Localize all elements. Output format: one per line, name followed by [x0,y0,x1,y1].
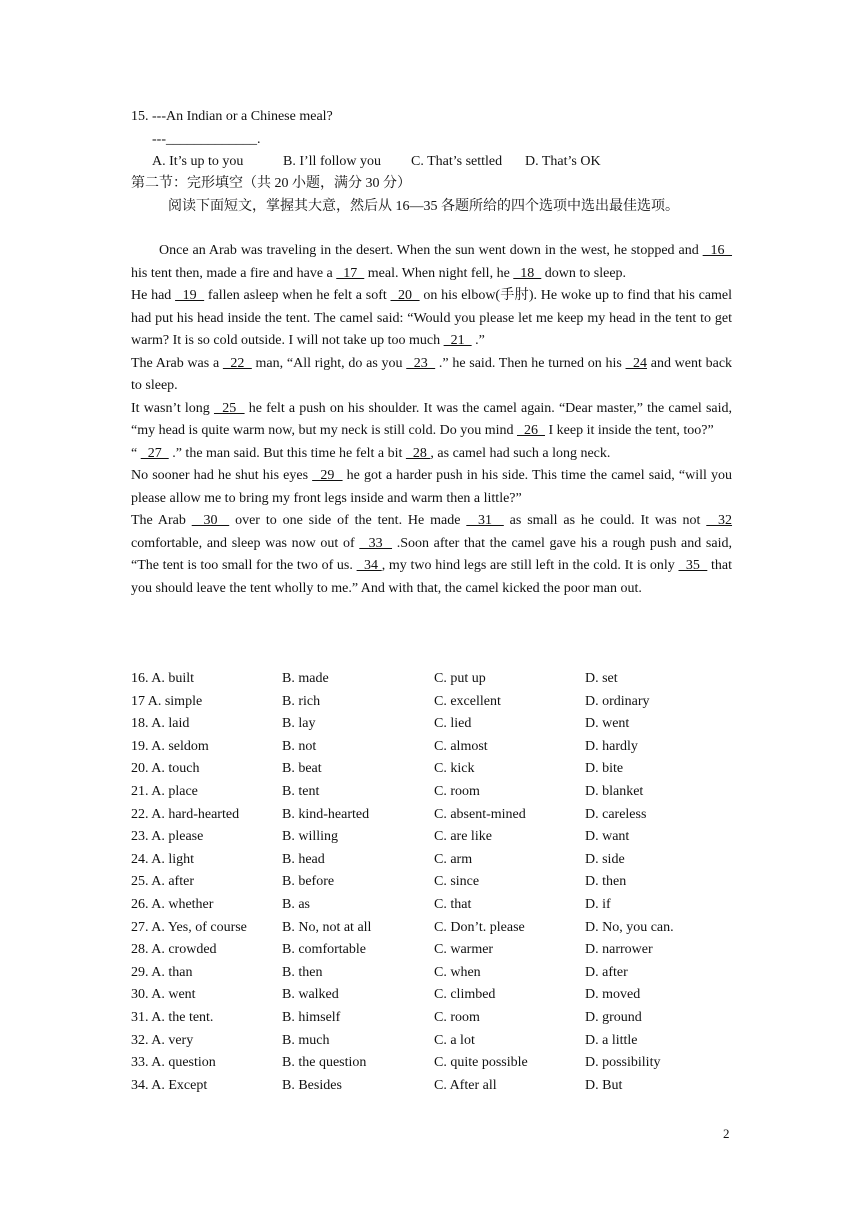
passage-text: .Soon after that the camel gave his a rough push and said, “The tent is too small for the two of us. [131,535,732,573]
section-title: 第二节：完形填空（共 20 小题，满分 30 分） [131,176,411,191]
answer-option: B. No, not at all [282,919,372,935]
answer-option: C. room [434,783,480,799]
answer-option: C. since [434,874,480,890]
passage-paragraph [131,465,732,510]
answer-option: B. the question [282,1055,367,1071]
answer-option: D. after [585,964,628,980]
blank-number: 34 [356,558,382,573]
answer-option: C. lied [434,716,472,732]
answer-option: D. No, you can. [585,919,674,935]
answer-row [131,849,741,872]
passage-text: and went back to sleep. [131,355,733,393]
passage-text: he felt a push on his shoulder. It was the camel again. “Dear master,” the camel said, “my head is quite warm now, but my neck is still cold. Do you mind [131,400,733,438]
answer-option: D. But [585,1077,623,1093]
answer-option: B. tent [282,783,320,799]
passage-text: on his elbow(手肘). He woke up to find that his camel had put his head inside the tent. The camel said: “Would you please let me keep my head in the tent to get warm? It is so cold outside. I will not take up too much [131,288,733,348]
answer-option: B. Besides [282,1077,342,1093]
answer-row [131,984,741,1007]
blank-number: 28 [405,445,431,461]
answer-option: B. himself [282,1009,341,1025]
answer-row [131,871,741,894]
answer-row [131,826,741,849]
answer-row [131,758,741,781]
answer-row [131,894,741,917]
answer-row [131,691,741,714]
answer-option: D. bite [585,761,624,777]
answer-option: B. beat [282,761,322,777]
blank-number: 21 [443,333,472,348]
passage-text: meal. When night fell, he [364,265,514,281]
answer-option: B. kind-hearted [282,806,370,822]
passage-text: It wasn’t long [131,400,214,416]
blank-number: 25 [213,400,245,416]
answer-row [131,1052,741,1075]
blank-number: 30 [191,513,230,528]
passage-text: I keep it inside the tent, too?” [544,423,714,438]
answer-option: D. then [585,874,627,890]
blank-number: 20 [390,288,420,303]
passage-text: .” [471,333,485,348]
answer-option: 26. A. whether [131,896,214,912]
blank-number: 17 [336,265,365,281]
answer-row [131,917,741,940]
answer-option: D. went [585,716,630,732]
answer-option: D. a little [585,1032,638,1048]
answer-option: C. excellent [434,693,501,709]
answer-row [131,736,741,759]
blank-number: 26 [516,423,545,438]
answer-option: 18. A. laid [131,716,190,732]
answer-option: C. absent-mined [434,806,526,822]
answer-row [131,668,741,691]
passage-paragraph [131,285,732,353]
answer-option: 27. A. Yes, of course [131,919,247,935]
answer-option: D. hardly [585,738,638,754]
answer-option: C. almost [434,738,488,754]
answer-option: C. warmer [434,942,494,958]
answer-option: 33. A. question [131,1055,216,1071]
passage-text: comfortable, and sleep was now out of [131,535,360,551]
answer-option: C. when [434,964,481,980]
answer-option: B. then [282,964,323,980]
blank-number: 23 [406,355,436,371]
passage-text: “ [131,445,141,461]
blank-number: 29 [312,468,343,483]
passage-paragraph [131,353,732,398]
answer-option: D. blanket [585,783,644,799]
answer-option: B. as [282,896,310,912]
cloze-passage [131,240,732,600]
passage-text: , my two hind legs are still left in the cold. It is only [381,558,679,573]
answer-option: D. careless [585,806,647,822]
blank-number: 19 [175,288,205,303]
answer-option: C. quite possible [434,1055,528,1071]
passage-text: his tent then, made a fire and have a [131,265,337,281]
answer-option: B. much [282,1032,330,1048]
answer-option: 23. A. please [131,829,204,845]
passage-text: man, “All right, do as you [251,355,407,371]
passage-text: The Arab was a [131,355,223,371]
passage-text: , as camel had such a long neck. [430,445,611,461]
passage-text: fallen asleep when he felt a soft [204,288,391,303]
passage-paragraph [131,510,732,600]
answer-row [131,713,741,736]
answer-row [131,939,741,962]
answer-row [131,1075,741,1098]
blank-number: 35 [678,558,708,573]
passage-text: He had [131,288,176,303]
blank-number: 24 [625,355,647,371]
passage-paragraph [131,443,732,466]
answer-option: B. rich [282,693,321,709]
answer-option: B. not [282,738,317,754]
question-15 [131,106,741,174]
answer-option: 24. A. light [131,851,195,867]
answer-option: B. head [282,851,325,867]
answer-option: B. willing [282,829,339,845]
answer-option: D. moved [585,987,641,1003]
passage-text: he got a harder push in his side. This time the camel said, “will you please allow me to bring my front legs inside and warm then a little?” [131,468,732,506]
option-a: A. It’s up to you [152,154,244,169]
blank-number: 27 [140,445,169,461]
answer-option: D. possibility [585,1055,661,1071]
passage-text: as small as he could. It was not [503,513,707,528]
answer-options-table [131,668,741,1097]
blank-number: 33 [359,535,393,551]
answer-option: C. put up [434,671,486,686]
option-b: B. I’ll follow you [283,154,381,169]
answer-option: D. want [585,829,630,845]
section-instruction: 阅读下面短文，掌握其大意，然后从 16—35 各题所给的四个选项中选出最佳选项。 [168,199,679,214]
answer-option: C. are like [434,829,492,845]
answer-row [131,962,741,985]
answer-option: 17 A. simple [131,693,203,709]
blank-number: 18 [513,265,542,281]
answer-option: B. lay [282,716,316,732]
answer-row [131,781,741,804]
passage-text: The Arab [131,513,192,528]
passage-paragraph [131,240,732,285]
page-number: 2 [723,1126,730,1141]
answer-row [131,1007,741,1030]
answer-row [131,804,741,827]
answer-option: 16. A. built [131,671,195,686]
option-d: D. That’s OK [525,154,601,169]
answer-option: 21. A. place [131,783,198,799]
answer-option: C. Don’t. please [434,919,525,935]
answer-option: 28. A. crowded [131,942,217,958]
option-c: C. That’s settled [411,154,503,169]
blank-number: 16 [702,243,733,258]
blank-number: 32 [706,513,733,528]
passage-text: down to sleep. [541,265,627,281]
answer-option: D. ground [585,1009,642,1025]
answer-option: D. narrower [585,942,653,958]
answer-option: C. kick [434,761,475,777]
blank-number: 31 [466,513,504,528]
answer-row [131,1030,741,1053]
passage-paragraph [131,398,732,443]
answer-option: C. room [434,1009,480,1025]
answer-option: 30. A. went [131,987,196,1003]
answer-option: 29. A. than [131,964,193,980]
answer-option: 19. A. seldom [131,738,209,754]
answer-option: D. ordinary [585,693,650,709]
answer-option: B. comfortable [282,942,366,958]
answer-option: C. a lot [434,1032,475,1048]
answer-option: 31. A. the tent. [131,1009,214,1025]
answer-option: D. set [585,671,618,686]
passage-text: No sooner had he shut his eyes [131,468,313,483]
question-15-options [131,151,741,174]
answer-option: 20. A. touch [131,761,200,777]
passage-text: over to one side of the tent. He made [229,513,467,528]
answer-option: C. climbed [434,987,496,1003]
answer-option: C. that [434,896,472,912]
answer-option: D. side [585,851,625,867]
passage-text: that you should leave the tent wholly to me.” And with that, the camel kicked the poor man out. [131,558,733,596]
answer-option: 25. A. after [131,874,194,890]
question-15-stem: 15. ---An Indian or a Chinese meal? [131,109,333,124]
blank-number: 22 [222,355,252,371]
answer-option: B. made [282,671,329,686]
answer-option: 32. A. very [131,1032,194,1048]
answer-option: 22. A. hard-hearted [131,806,240,822]
answer-option: D. if [585,896,611,912]
passage-text: Once an Arab was traveling in the desert. When the sun went down in the west, he stopped and [159,243,703,258]
answer-option: 34. A. Except [131,1077,208,1093]
question-15-answer-line: ---_____________. [152,131,261,147]
passage-text: .” the man said. But this time he felt a bit [168,445,406,461]
passage-text: .” he said. Then he turned on his [435,355,626,371]
answer-option: B. walked [282,987,339,1003]
answer-option: C. arm [434,851,473,867]
answer-option: C. After all [434,1077,497,1093]
answer-option: B. before [282,874,335,890]
